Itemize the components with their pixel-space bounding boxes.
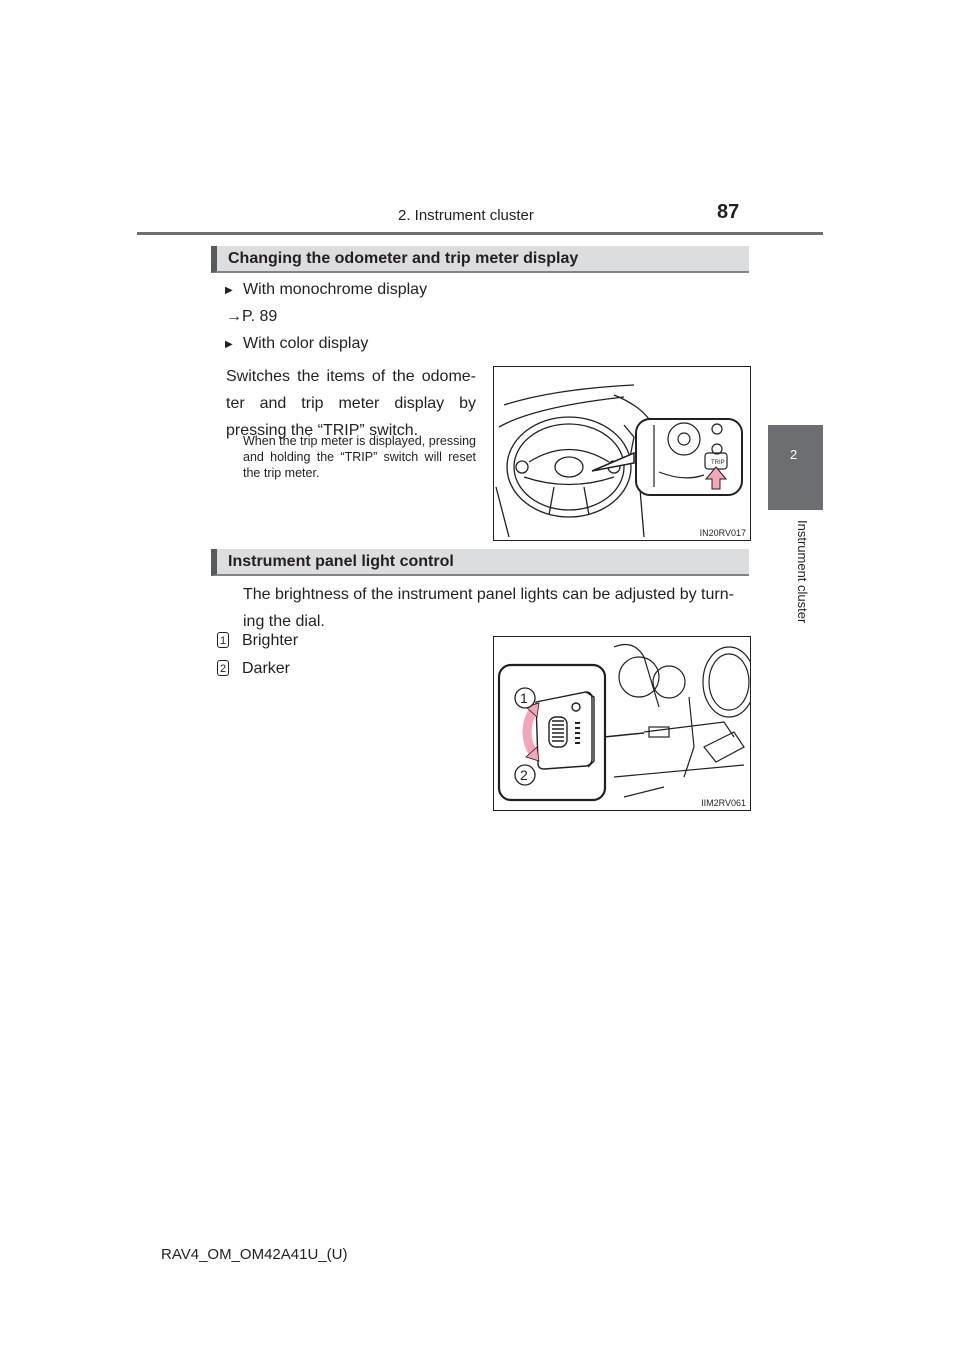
item-label-darker: Darker xyxy=(242,660,291,677)
item-number-2: 2 xyxy=(217,660,229,676)
document-id-footer: RAV4_OM_OM42A41U_(U) xyxy=(161,1246,348,1263)
figure-callout-1: 1 xyxy=(520,690,528,706)
item-number-1: 1 xyxy=(217,632,229,648)
note-reset-trip: When the trip meter is displayed, pressing and holding the “TRIP” switch will reset the trip meter. xyxy=(243,434,476,480)
body-text-trip-switch: Switches the items of the odome-ter and trip meter display by pressing the “TRIP” switch. xyxy=(226,368,476,439)
section-heading-odometer-text: Changing the odometer and trip meter display xyxy=(228,250,579,267)
steering-wheel-illustration xyxy=(494,367,750,540)
bullet-color-display: ▶ With color display xyxy=(243,331,368,357)
section-heading-panel-light xyxy=(211,549,749,576)
chapter-tab xyxy=(768,425,823,510)
section-heading-odometer xyxy=(211,246,749,273)
chapter-number: 2 xyxy=(790,447,798,462)
bullet-monochrome: ▶ With monochrome display xyxy=(243,277,427,303)
chapter-label: Instrument cluster xyxy=(795,520,810,624)
section-heading-panel-light-text: Instrument panel light control xyxy=(228,553,454,570)
figure-steering-wheel xyxy=(493,366,751,541)
body-text-brightness: The brightness of the instrument panel lights can be adjusted by turn-ing the dial. xyxy=(243,586,734,630)
page-reference-link[interactable]: →P. 89 xyxy=(226,308,278,325)
dimmer-dial-illustration xyxy=(494,637,750,810)
running-header-title: 2. Instrument cluster xyxy=(398,207,534,224)
item-label-brighter: Brighter xyxy=(242,632,299,649)
figure-code-2: IIM2RV061 xyxy=(701,798,746,808)
figure-dimmer-dial xyxy=(493,636,751,811)
trip-switch-label: TRIP xyxy=(711,460,725,466)
page-number: 87 xyxy=(717,201,740,223)
figure-callout-2: 2 xyxy=(520,767,528,783)
figure-code-1: IN20RV017 xyxy=(699,528,746,538)
header-rule xyxy=(137,232,823,235)
